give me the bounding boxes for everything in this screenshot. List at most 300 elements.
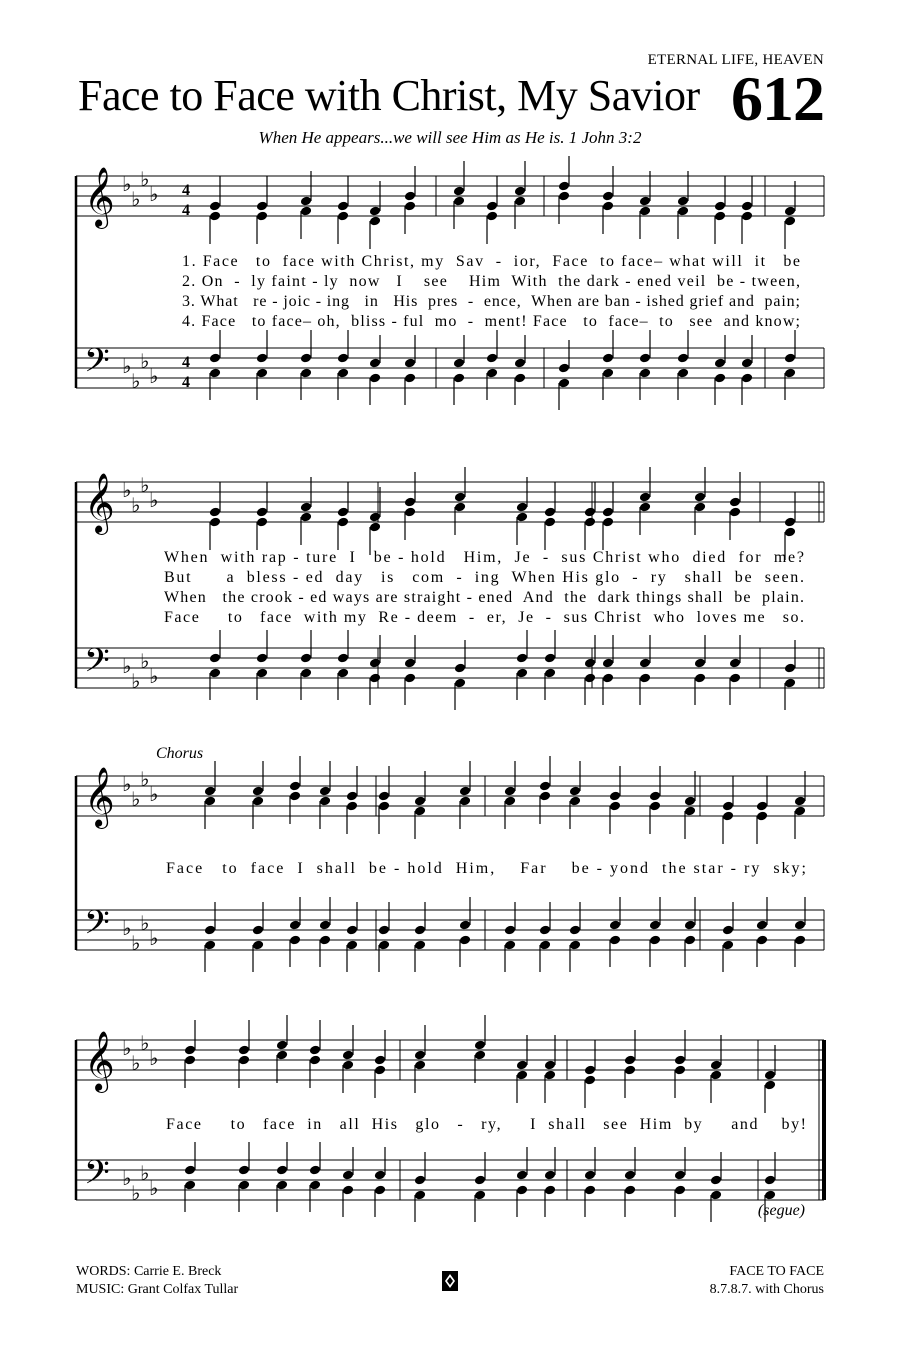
note-head <box>459 795 472 806</box>
lyric-line: Face to face I shall be - hold Him, Far be - yond the star - ry sky; <box>166 860 806 877</box>
lyric-line: Face to face with my Re - deem - er, Je - sus Christ who loves me so. <box>164 609 804 626</box>
note-head <box>204 785 217 796</box>
note-head <box>674 1169 687 1180</box>
flat-icon: ♭ <box>131 671 141 693</box>
flat-icon: ♭ <box>122 1168 132 1190</box>
note-head <box>414 939 427 950</box>
note-head <box>764 1079 777 1090</box>
note-head <box>404 190 417 201</box>
treble-clef-icon: 𝄞 <box>84 1031 115 1091</box>
note-head <box>238 1179 251 1190</box>
note-head <box>374 1169 387 1180</box>
note-head <box>722 800 735 811</box>
note-head <box>741 200 754 211</box>
note-head <box>514 185 527 196</box>
note-head <box>516 511 529 522</box>
lyric-line: When with rap - ture I be - hold Him, Je - sus Christ who died for me? <box>164 549 805 566</box>
hymn-number: 612 <box>731 63 824 134</box>
note-head <box>514 357 527 368</box>
flat-icon: ♭ <box>122 774 132 796</box>
note-head <box>584 516 597 527</box>
note-head <box>453 185 466 196</box>
flat-icon: ♭ <box>131 1053 141 1075</box>
note-head <box>784 516 797 527</box>
lyric-line: When the crook - ed ways are straight - ened And the dark things shall be plain. <box>164 589 804 606</box>
note-head <box>609 919 622 930</box>
note-head <box>584 672 597 683</box>
note-head <box>209 667 222 678</box>
treble-clef-icon: 𝄞 <box>84 473 115 533</box>
lyric-line: 3. What re - joic - ing in His pres - ence, When are ban - ished grief and pain; <box>182 293 801 310</box>
note-head <box>453 372 466 383</box>
note-head <box>756 919 769 930</box>
note-head <box>624 1184 637 1195</box>
note-head <box>677 205 690 216</box>
note-head <box>729 657 742 668</box>
bass-clef-icon: 𝄢 <box>84 642 110 688</box>
note-head <box>544 1169 557 1180</box>
note-head <box>256 200 269 211</box>
note-head <box>256 367 269 378</box>
note-head <box>684 934 697 945</box>
note-head <box>414 805 427 816</box>
note-head <box>504 924 517 935</box>
note-head <box>342 1059 355 1070</box>
note-head <box>184 1054 197 1065</box>
note-head <box>784 367 797 378</box>
note-head <box>516 652 529 663</box>
note-head <box>624 1054 637 1065</box>
note-head <box>784 352 797 363</box>
note-head <box>569 785 582 796</box>
words-credit: WORDS: Carrie E. Breck <box>76 1264 222 1279</box>
flat-icon: ♭ <box>149 784 159 806</box>
note-head <box>722 924 735 935</box>
note-head <box>714 372 727 383</box>
lyric-line: But a bless - ed day is com - ing When His glo - ry shall be seen. <box>164 569 805 586</box>
note-head <box>714 210 727 221</box>
note-head <box>342 1049 355 1060</box>
note-head <box>674 1184 687 1195</box>
note-head <box>694 491 707 502</box>
flat-icon: ♭ <box>131 371 141 393</box>
note-head <box>639 672 652 683</box>
flat-icon: ♭ <box>140 651 150 673</box>
note-head <box>209 506 222 517</box>
note-head <box>677 367 690 378</box>
publisher-logo-icon <box>441 1270 459 1292</box>
flat-icon: ♭ <box>140 769 150 791</box>
note-head <box>569 924 582 935</box>
note-head <box>784 526 797 537</box>
note-head <box>404 357 417 368</box>
note-head <box>714 200 727 211</box>
note-head <box>677 352 690 363</box>
note-head <box>209 516 222 527</box>
note-head <box>584 1184 597 1195</box>
note-head <box>729 506 742 517</box>
note-head <box>684 805 697 816</box>
time-signature-bottom: 4 <box>182 202 190 219</box>
note-head <box>584 657 597 668</box>
note-head <box>300 205 313 216</box>
note-head <box>694 672 707 683</box>
note-head <box>558 190 571 201</box>
note-head <box>722 810 735 821</box>
flat-icon: ♭ <box>131 789 141 811</box>
note-head <box>602 657 615 668</box>
note-head <box>459 919 472 930</box>
flat-icon: ♭ <box>131 1183 141 1205</box>
note-head <box>342 1184 355 1195</box>
note-head <box>602 367 615 378</box>
note-head <box>378 800 391 811</box>
note-head <box>584 506 597 517</box>
lyric-line: 1. Face to face with Christ, my Sav - ior, Face to face– what will it be <box>182 253 800 270</box>
lyric-line: 2. On - ly faint - ly now I see Him With the dark - ened veil be - tween, <box>182 273 800 290</box>
note-head <box>369 215 382 226</box>
flat-icon: ♭ <box>122 918 132 940</box>
note-head <box>639 491 652 502</box>
note-head <box>346 800 359 811</box>
note-head <box>584 1074 597 1085</box>
note-head <box>794 919 807 930</box>
note-head <box>319 785 332 796</box>
flat-icon: ♭ <box>122 356 132 378</box>
note-head <box>369 511 382 522</box>
note-head <box>516 1059 529 1070</box>
note-head <box>602 352 615 363</box>
note-head <box>276 1049 289 1060</box>
note-head <box>729 672 742 683</box>
note-head <box>374 1054 387 1065</box>
note-head <box>516 1169 529 1180</box>
flat-icon: ♭ <box>140 169 150 191</box>
note-head <box>694 501 707 512</box>
note-head <box>309 1044 322 1055</box>
note-head <box>710 1174 723 1185</box>
note-head <box>453 195 466 206</box>
note-head <box>474 1174 487 1185</box>
note-head <box>337 200 350 211</box>
note-head <box>569 795 582 806</box>
note-head <box>414 1174 427 1185</box>
note-head <box>474 1189 487 1200</box>
flat-icon: ♭ <box>149 490 159 512</box>
note-head <box>729 496 742 507</box>
note-head <box>319 934 332 945</box>
note-head <box>414 1059 427 1070</box>
note-head <box>378 939 391 950</box>
note-head <box>504 785 517 796</box>
note-head <box>602 200 615 211</box>
note-head <box>514 195 527 206</box>
flat-icon: ♭ <box>140 913 150 935</box>
note-head <box>204 924 217 935</box>
note-head <box>784 215 797 226</box>
note-head <box>486 352 499 363</box>
note-head <box>404 657 417 668</box>
note-head <box>309 1179 322 1190</box>
note-head <box>252 785 265 796</box>
note-head <box>741 357 754 368</box>
note-head <box>639 352 652 363</box>
chorus-label: Chorus <box>156 745 204 762</box>
note-head <box>337 506 350 517</box>
note-head <box>342 1169 355 1180</box>
time-signature-top: 4 <box>182 182 190 199</box>
note-head <box>624 1064 637 1075</box>
note-head <box>337 210 350 221</box>
flat-icon: ♭ <box>131 495 141 517</box>
note-head <box>794 805 807 816</box>
note-head <box>184 1179 197 1190</box>
note-head <box>710 1059 723 1070</box>
note-head <box>369 205 382 216</box>
tune-name: FACE TO FACE <box>729 1264 824 1279</box>
note-head <box>459 785 472 796</box>
note-head <box>544 1069 557 1080</box>
note-head <box>256 506 269 517</box>
note-head <box>486 210 499 221</box>
note-head <box>276 1179 289 1190</box>
note-head <box>794 934 807 945</box>
note-head <box>764 1174 777 1185</box>
note-head <box>639 367 652 378</box>
note-head <box>209 210 222 221</box>
note-head <box>369 521 382 532</box>
note-head <box>504 795 517 806</box>
note-head <box>558 180 571 191</box>
note-head <box>454 677 467 688</box>
note-head <box>609 790 622 801</box>
note-head <box>639 195 652 206</box>
note-head <box>639 205 652 216</box>
note-head <box>238 1044 251 1055</box>
note-head <box>184 1044 197 1055</box>
note-head <box>784 662 797 673</box>
note-head <box>209 200 222 211</box>
note-head <box>289 790 302 801</box>
note-head <box>337 667 350 678</box>
flat-icon: ♭ <box>122 174 132 196</box>
note-head <box>346 790 359 801</box>
note-head <box>256 352 269 363</box>
note-head <box>300 352 313 363</box>
note-head <box>602 190 615 201</box>
note-head <box>756 810 769 821</box>
note-head <box>609 934 622 945</box>
note-head <box>238 1164 251 1175</box>
flat-icon: ♭ <box>149 366 159 388</box>
flat-icon: ♭ <box>149 666 159 688</box>
note-head <box>256 516 269 527</box>
note-head <box>289 934 302 945</box>
note-head <box>684 795 697 806</box>
note-head <box>544 1059 557 1070</box>
note-head <box>539 790 552 801</box>
note-head <box>516 667 529 678</box>
note-head <box>710 1189 723 1200</box>
flat-icon: ♭ <box>140 1163 150 1185</box>
note-head <box>414 1049 427 1060</box>
note-head <box>584 1169 597 1180</box>
note-head <box>756 934 769 945</box>
note-head <box>539 924 552 935</box>
note-head <box>369 657 382 668</box>
note-head <box>256 210 269 221</box>
note-head <box>337 652 350 663</box>
bass-clef-icon: 𝄢 <box>84 1154 110 1200</box>
flat-icon: ♭ <box>149 928 159 950</box>
note-head <box>319 919 332 930</box>
note-head <box>346 939 359 950</box>
hymn-title: Face to Face with Christ, My Savior <box>78 71 700 120</box>
note-head <box>209 652 222 663</box>
note-head <box>374 1184 387 1195</box>
note-head <box>602 506 615 517</box>
note-head <box>337 352 350 363</box>
note-head <box>677 195 690 206</box>
note-head <box>764 1189 777 1200</box>
note-head <box>474 1039 487 1050</box>
note-head <box>300 652 313 663</box>
note-head <box>474 1049 487 1060</box>
note-head <box>184 1164 197 1175</box>
note-head <box>204 795 217 806</box>
note-head <box>569 939 582 950</box>
note-head <box>784 205 797 216</box>
note-head <box>404 372 417 383</box>
flat-icon: ♭ <box>122 1038 132 1060</box>
note-head <box>414 795 427 806</box>
note-head <box>514 372 527 383</box>
treble-clef-icon: 𝄞 <box>84 767 115 827</box>
note-head <box>649 919 662 930</box>
note-head <box>714 357 727 368</box>
note-head <box>516 1069 529 1080</box>
note-head <box>204 939 217 950</box>
note-head <box>404 506 417 517</box>
note-head <box>710 1069 723 1080</box>
note-head <box>300 367 313 378</box>
note-head <box>276 1039 289 1050</box>
note-head <box>544 506 557 517</box>
time-signature-top: 4 <box>182 354 190 371</box>
note-head <box>309 1164 322 1175</box>
note-head <box>374 1064 387 1075</box>
note-head <box>256 652 269 663</box>
flat-icon: ♭ <box>149 1178 159 1200</box>
note-head <box>454 501 467 512</box>
note-head <box>369 357 382 368</box>
note-head <box>454 662 467 673</box>
note-head <box>516 501 529 512</box>
flat-icon: ♭ <box>149 184 159 206</box>
note-head <box>209 352 222 363</box>
note-head <box>486 367 499 378</box>
note-head <box>414 924 427 935</box>
note-head <box>369 672 382 683</box>
note-head <box>300 667 313 678</box>
note-head <box>544 652 557 663</box>
flat-icon: ♭ <box>140 351 150 373</box>
note-head <box>238 1054 251 1065</box>
note-head <box>764 1069 777 1080</box>
note-head <box>756 800 769 811</box>
note-head <box>684 919 697 930</box>
note-head <box>544 667 557 678</box>
note-head <box>558 362 571 373</box>
note-head <box>639 657 652 668</box>
flat-icon: ♭ <box>149 1048 159 1070</box>
note-head <box>544 516 557 527</box>
flat-icon: ♭ <box>131 933 141 955</box>
note-head <box>784 677 797 688</box>
note-head <box>516 1184 529 1195</box>
note-head <box>609 800 622 811</box>
note-head <box>300 195 313 206</box>
note-head <box>404 200 417 211</box>
flat-icon: ♭ <box>140 1033 150 1055</box>
note-head <box>414 1189 427 1200</box>
note-head <box>694 657 707 668</box>
note-head <box>584 1064 597 1075</box>
note-head <box>539 939 552 950</box>
note-head <box>486 200 499 211</box>
flat-icon: ♭ <box>131 189 141 211</box>
note-head <box>209 367 222 378</box>
note-head <box>649 934 662 945</box>
treble-clef-icon: 𝄞 <box>84 167 115 227</box>
note-head <box>602 516 615 527</box>
time-signature-bottom: 4 <box>182 374 190 391</box>
note-head <box>369 372 382 383</box>
flat-icon: ♭ <box>122 656 132 678</box>
note-head <box>504 939 517 950</box>
note-head <box>256 667 269 678</box>
lyric-line: Face to face in all His glo - ry, I shall see Him by and by! <box>166 1116 806 1133</box>
note-head <box>539 780 552 791</box>
flat-icon: ♭ <box>140 475 150 497</box>
segue-marking: (segue) <box>757 1202 805 1219</box>
note-head <box>252 939 265 950</box>
note-head <box>453 357 466 368</box>
note-head <box>319 795 332 806</box>
note-head <box>649 800 662 811</box>
music-credit: MUSIC: Grant Colfax Tullar <box>76 1282 239 1297</box>
note-head <box>459 934 472 945</box>
note-head <box>289 780 302 791</box>
note-head <box>741 372 754 383</box>
bass-clef-icon: 𝄢 <box>84 342 110 388</box>
note-head <box>337 367 350 378</box>
note-head <box>722 939 735 950</box>
note-head <box>674 1054 687 1065</box>
note-head <box>300 511 313 522</box>
note-head <box>639 501 652 512</box>
note-head <box>346 924 359 935</box>
note-head <box>602 672 615 683</box>
note-head <box>404 496 417 507</box>
note-head <box>378 790 391 801</box>
note-head <box>289 919 302 930</box>
note-head <box>309 1054 322 1065</box>
note-head <box>544 1184 557 1195</box>
note-head <box>624 1169 637 1180</box>
note-head <box>252 795 265 806</box>
note-head <box>794 795 807 806</box>
